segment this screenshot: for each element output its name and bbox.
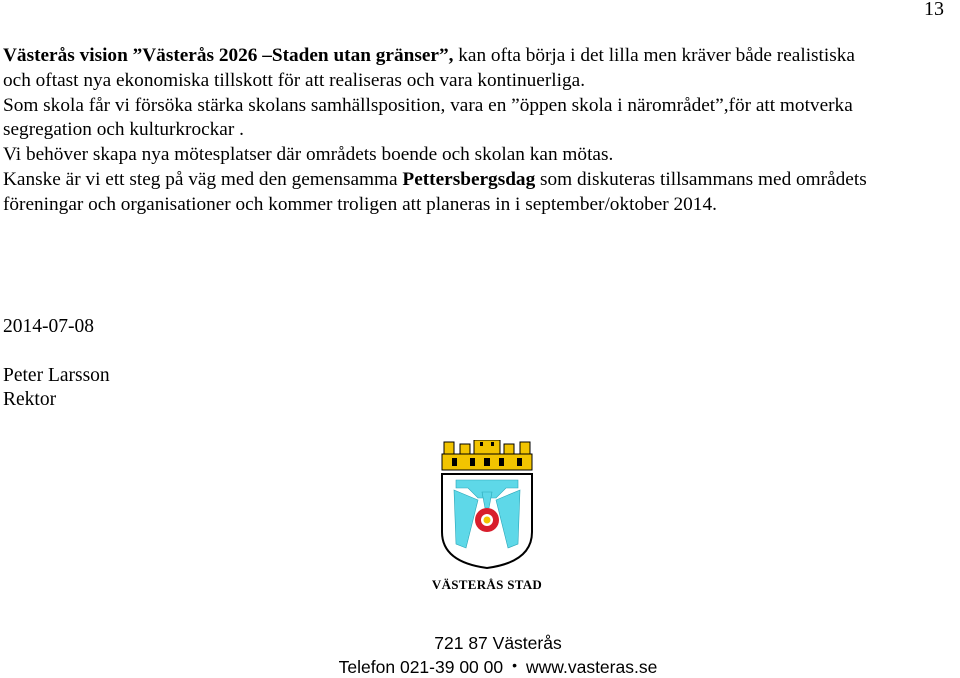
paragraph-4-line-2: föreningar och organisationer och kommer troligen att planeras in i september/oktober 2014. — [3, 193, 717, 215]
vision-title: Västerås vision ”Västerås 2026 –Staden utan gränser”, — [3, 45, 454, 66]
paragraph-2-line-1: Som skola får vi försöka stärka skolans samhällsposition, vara en ”öppen skola i närområdet”,för att motverka — [3, 94, 853, 116]
letter-date: 2014-07-08 — [3, 316, 94, 337]
footer-phone: Telefon 021-39 00 00 — [338, 657, 504, 677]
signature-name: Peter Larsson — [3, 365, 110, 386]
paragraph-4-text-a: Kanske är vi ett steg på väg med den gemensamma — [3, 168, 403, 190]
paragraph-1-line-2: och oftast nya ekonomiska tillskott för att realiseras och vara kontinuerliga. — [3, 69, 586, 91]
paragraph-1-line-1 — [3, 44, 959, 69]
event-name: Pettersbergsdag — [402, 168, 536, 190]
paragraph-3-line-1: Vi behöver skapa nya mötesplatser där områdets boende och skolan kan mötas. — [3, 144, 614, 166]
footer-website: www.vasteras.se — [526, 657, 658, 677]
paragraph-2-line-2: segregation och kulturkrockar . — [3, 119, 244, 141]
rose-icon — [475, 508, 499, 532]
page-number: 13 — [924, 0, 944, 20]
footer-contact — [300, 657, 696, 678]
bullet-separator: • — [512, 657, 518, 673]
signature-title: Rektor — [3, 389, 57, 410]
coat-of-arms-icon — [436, 440, 538, 570]
footer-address: 721 87 Västerås — [434, 633, 562, 653]
paragraph-1-text: kan ofta börja i det lilla men kräver både realistiska — [453, 45, 855, 66]
paragraph-4-line-1 — [3, 168, 959, 193]
paragraph-4-text-b: som diskuteras tillsammans med områdets — [535, 168, 867, 190]
letter-body — [3, 44, 959, 218]
logo-text: VÄSTERÅS STAD — [431, 577, 543, 592]
